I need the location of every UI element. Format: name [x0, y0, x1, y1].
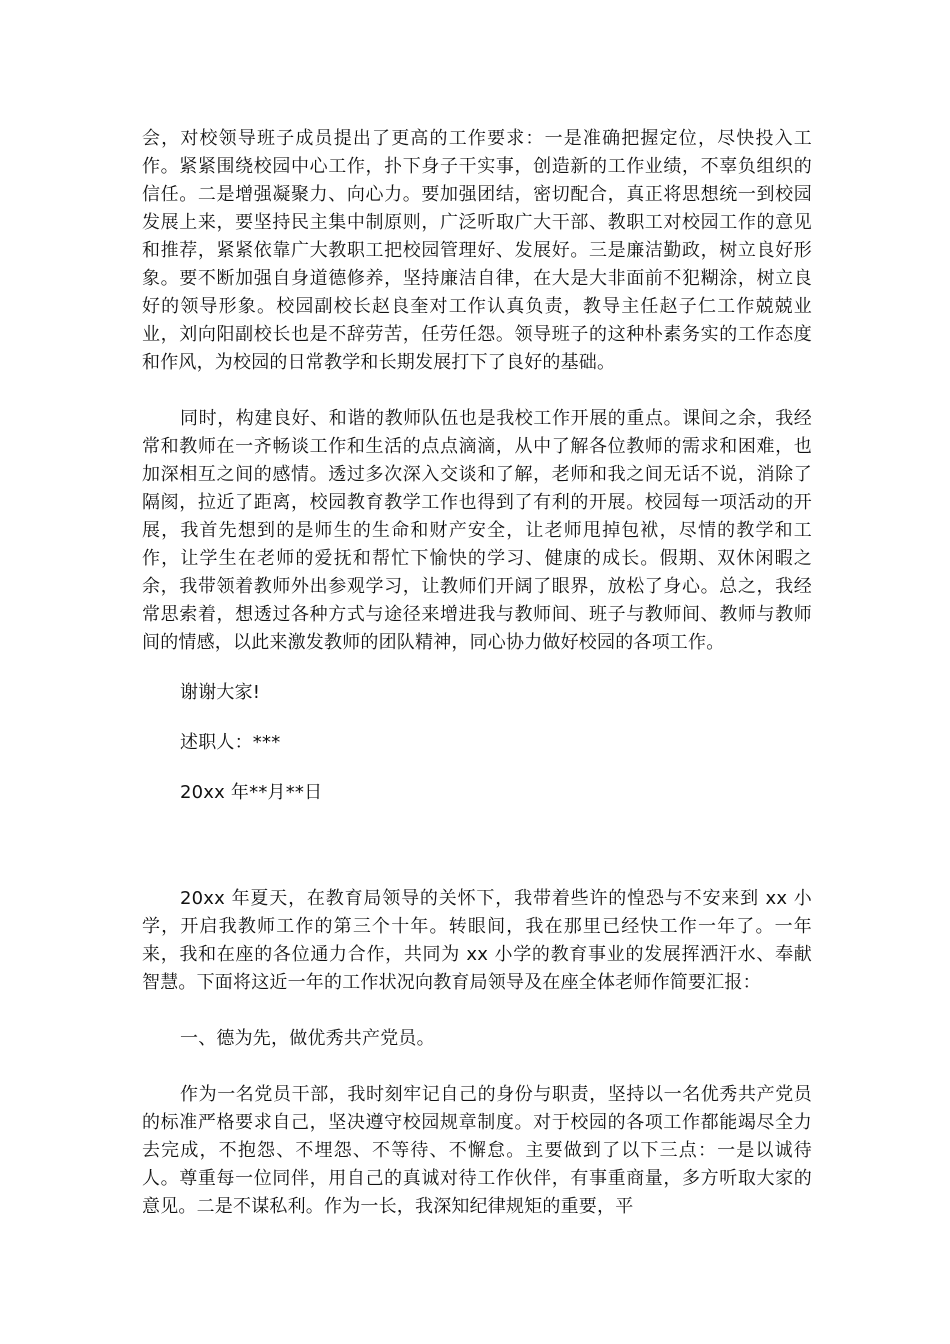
paragraph-leadership-requirements: 会，对校领导班子成员提出了更高的工作要求：一是准确把握定位，尽快投入工作。紧紧围绕校园中心工作，扑下身子干实事，创造新的工作业绩，不辜负组织的信任。二是增强凝聚力、向心力。要加强团结，密切配合，真正将思想统一到校园发展上来，要坚持民主集中制原则，广泛听取广大干部、教职工对校园工作的意见和推荐，紧紧依靠广大教职工把校园管理好、发展好。三是廉洁勤政，树立良好形象。要不断加强自身道德修养，坚持廉洁自律，在大是大非面前不犯糊涂，树立良好的领导形象。校园副校长赵良奎对工作认真负责，教导主任赵子仁工作兢兢业业，刘向阳副校长也是不辞劳苦，任劳任怨。领导班子的这种朴素务实的工作态度和作风，为校园的日常教学和长期发展打下了良好的基础。 [142, 128, 812, 373]
report-date: 20xx 年**月**日 [180, 782, 323, 803]
section-heading-virtue: 一、德为先，做优秀共产党员。 [180, 1028, 435, 1049]
paragraph-teacher-team: 同时，构建良好、和谐的教师队伍也是我校工作开展的重点。课间之余，我经常和教师在一齐畅谈工作和生活的点点滴滴，从中了解各位教师的需求和困难，也加深相互之间的感情。透过多次深入交谈和了解，老师和我之间无话不说，消除了隔阂，拉近了距离，校园教育教学工作也得到了有利的开展。校园每一项活动的开展，我首先想到的是师生的生命和财产安全，让老师甩掉包袱，尽情的教学和工作，让学生在老师的爱抚和帮忙下愉快的学习、健康的成长。假期、双休闲暇之余，我带领着教师外出参观学习，让教师们开阔了眼界，放松了身心。总之，我经常思索着，想透过各种方式与途径来增进我与教师间、班子与教师间、教师与教师间的情感，以此来激发教师的团队精神，同心协力做好校园的各项工作。 [142, 408, 812, 653]
closing-thanks: 谢谢大家! [180, 682, 261, 703]
reporter-signature: 述职人：*** [180, 732, 281, 753]
document-page [142, 125, 812, 1221]
paragraph-party-member: 作为一名党员干部，我时刻牢记自己的身份与职责，坚持以一名优秀共产党员的标准严格要求自己，坚决遵守校园规章制度。对于校园的各项工作都能竭尽全力去完成，不抱怨、不埋怨、不等待、不懈怠。主要做到了以下三点：一是以诚待人。尊重每一位同伴，用自己的真诚对待工作伙伴，有事重商量，多方听取大家的意见。二是不谋私利。作为一长，我深知纪律规矩的重要，平 [142, 1084, 812, 1217]
paragraph-introduction: 20xx 年夏天，在教育局领导的关怀下，我带着些许的惶恐与不安来到 xx 小学，开启我教师工作的第三个十年。转眼间，我在那里已经快工作一年了。一年来，我和在座的各位通力合作，共同为 xx 小学的教育事业的发展挥洒汗水、奉献智慧。下面将这近一年的工作状况向教育局领导及在座全体老师作简要汇报： [142, 888, 812, 993]
